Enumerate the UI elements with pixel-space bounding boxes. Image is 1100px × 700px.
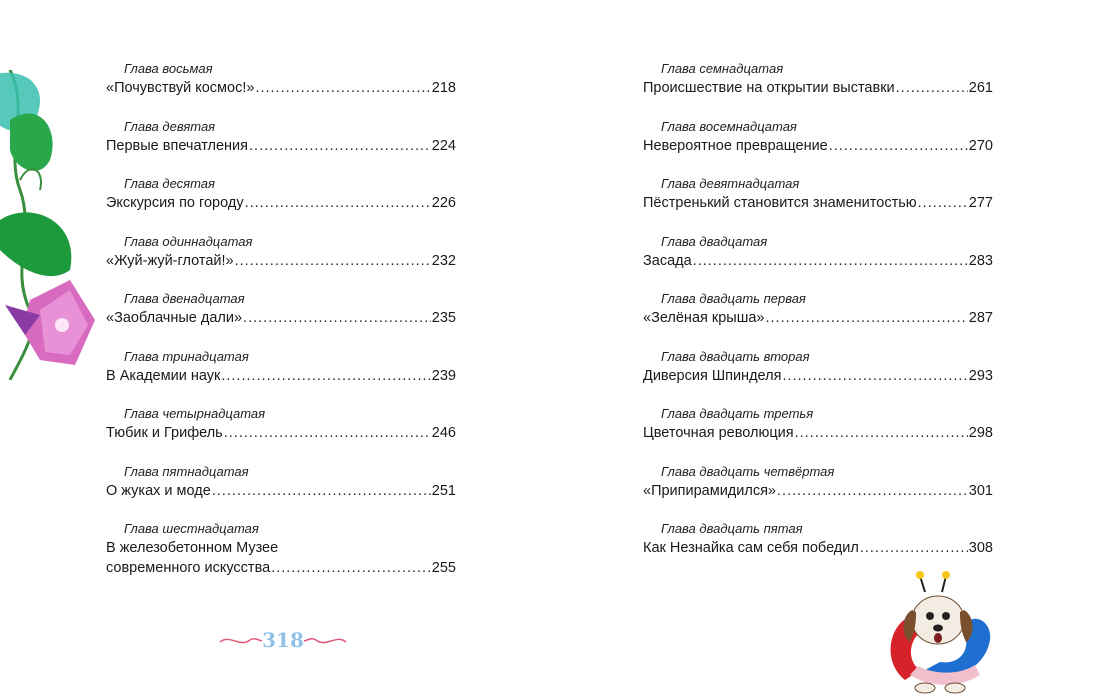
chapter-title: Тюбик и Грифель: [106, 425, 223, 441]
leader-dots: [249, 136, 431, 156]
page-ref: 232: [431, 252, 456, 269]
page-ref: 283: [968, 252, 993, 269]
leader-dots: [243, 308, 431, 328]
chapter-title: «Жуй-жуй-глотай!»: [106, 252, 234, 269]
chapter-number: Глава шестнадцатая: [124, 521, 259, 536]
chapter-number: Глава двадцатая: [661, 233, 768, 249]
chapter-number: Глава пятнадцатая: [124, 463, 249, 479]
leader-dots: [777, 481, 968, 501]
leader-dots: [860, 538, 968, 558]
page-ref: 277: [968, 195, 993, 211]
leader-dots: [271, 558, 431, 578]
chapter-number: Глава восьмая: [124, 61, 213, 76]
page-number: 318: [262, 628, 304, 652]
chapter-number: Глава семнадцатая: [661, 61, 784, 76]
leader-dots: [221, 366, 430, 386]
chapter-title: «Припирамидился»: [643, 482, 776, 499]
page-ref: 301: [968, 482, 993, 499]
chapter-title: Первые впечатления: [106, 137, 249, 154]
leader-dots: [795, 423, 968, 443]
toc-entry: [643, 520, 993, 578]
chapter-title: Цветочная революция: [643, 425, 794, 441]
toc-entry: [106, 118, 456, 176]
leader-dots: [782, 366, 967, 386]
leader-dots: [896, 78, 968, 98]
toc-entry: [106, 520, 456, 578]
page-ref: 287: [968, 310, 993, 326]
toc-entry: [643, 463, 993, 521]
chapter-title: О жуках и моде: [106, 482, 211, 499]
toc-entry: [106, 60, 456, 118]
toc-entry: [106, 463, 456, 521]
page-ref: 270: [968, 137, 993, 154]
chapter-number: Глава десятая: [124, 176, 215, 191]
chapter-number: Глава одиннадцатая: [124, 233, 253, 249]
leader-dots: [918, 193, 968, 213]
page-ref: 246: [431, 425, 456, 441]
page-ref: 226: [431, 195, 456, 211]
chapter-number: Глава двадцать пятая: [661, 521, 803, 536]
dog-character-illustration: [880, 570, 1000, 695]
toc-entry: [106, 233, 456, 291]
toc-right-column: [643, 60, 993, 578]
leader-dots: [693, 251, 968, 271]
toc-entry: [643, 175, 993, 233]
chapter-title-line1: В железобетонном Музее: [106, 540, 279, 556]
toc-entry: [106, 405, 456, 463]
vine-illustration: [0, 70, 110, 380]
chapter-title: «Заоблачные дали»: [106, 310, 243, 326]
toc-entry: [643, 60, 993, 118]
chapter-title: «Зелёная крыша»: [643, 310, 765, 326]
toc-entry: [106, 348, 456, 406]
page-ref: 293: [968, 367, 993, 384]
toc-entry: [643, 405, 993, 463]
page-ref: 308: [968, 540, 993, 556]
chapter-title: Пёстренький становится знаменитостью: [643, 195, 917, 211]
chapter-number: Глава двадцать четвёртая: [661, 463, 835, 479]
chapter-title: «Почувствуй космос!»: [106, 80, 255, 96]
toc-entry: [643, 233, 993, 291]
chapter-number: Глава двадцать третья: [661, 406, 814, 421]
page-ref: 218: [431, 80, 456, 96]
chapter-number: Глава двадцать вторая: [661, 348, 810, 364]
toc-entry: [106, 290, 456, 348]
chapter-title: современного искусства: [106, 560, 271, 576]
chapter-number: Глава девятая: [124, 118, 216, 134]
page-ref: 261: [968, 80, 993, 96]
chapter-title: Как Незнайка сам себя победил: [643, 540, 859, 556]
chapter-number: Глава двадцать первая: [661, 291, 806, 306]
chapter-number: Глава двенадцатая: [124, 291, 245, 306]
chapter-number: Глава восемнадцатая: [661, 118, 797, 134]
leader-dots: [255, 78, 430, 98]
leader-dots: [212, 481, 431, 501]
page-ref: 251: [431, 482, 456, 499]
page-ref: 298: [968, 425, 993, 441]
leader-dots: [224, 423, 431, 443]
leader-dots: [235, 251, 431, 271]
chapter-title: Засада: [643, 252, 692, 269]
page-ref: 239: [431, 367, 456, 384]
chapter-title: Экскурсия по городу: [106, 195, 244, 211]
toc-entry: [643, 290, 993, 348]
chapter-title: Диверсия Шпинделя: [643, 367, 782, 384]
chapter-number: Глава девятнадцатая: [661, 176, 800, 191]
toc-entry: [106, 175, 456, 233]
page-ref: 255: [431, 560, 456, 576]
chapter-title: Невероятное превращение: [643, 137, 828, 154]
leader-dots: [829, 136, 968, 156]
chapter-title: Происшествие на открытии выставки: [643, 80, 895, 96]
page-folio: [218, 626, 348, 656]
toc-entry: [643, 118, 993, 176]
leader-dots: [765, 308, 967, 328]
chapter-title: В Академии наук: [106, 367, 221, 384]
page-ref: 224: [431, 137, 456, 154]
page-ref: 235: [431, 310, 456, 326]
toc-left-column: [106, 60, 456, 578]
chapter-number: Глава четырнадцатая: [124, 406, 266, 421]
toc-entry: [643, 348, 993, 406]
leader-dots: [245, 193, 431, 213]
chapter-number: Глава тринадцатая: [124, 348, 249, 364]
